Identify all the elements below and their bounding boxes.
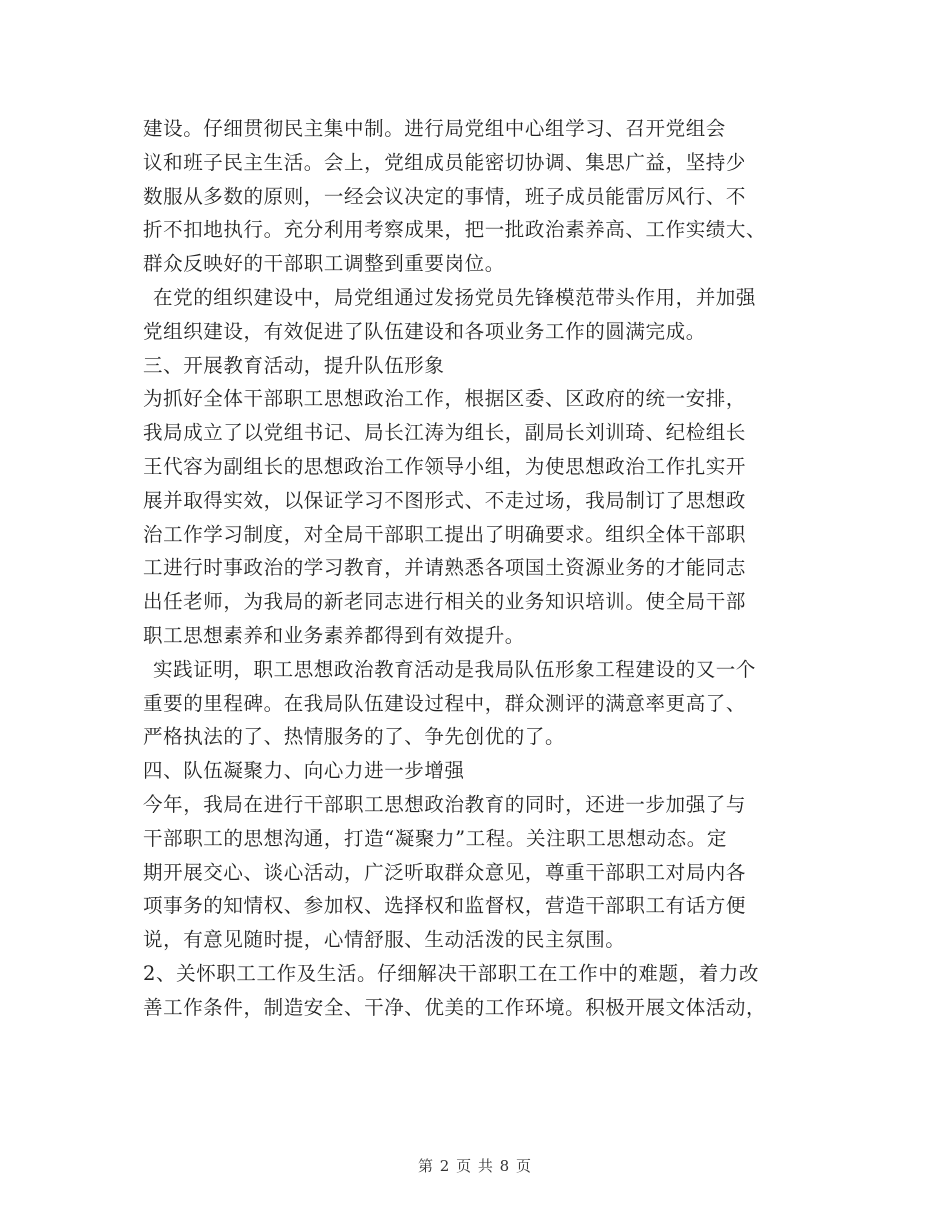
text-line: 说，有意见随时提，心情舒服、生动活泼的民主氛围。 — [143, 928, 626, 952]
text-line: 议和班子民主生活。会上，党组成员能密切协调、集思广益，坚持少 — [143, 150, 747, 174]
text-line: 展并取得实效，以保证学习不图形式、不走过场，我局制订了思想政 — [143, 488, 747, 512]
text-line: 严格执法的了、热情服务的了、争先创优的了。 — [143, 725, 566, 749]
text-line: 实践证明，职工思想政治教育活动是我局队伍形象工程建设的又一个 — [153, 657, 757, 681]
section-heading: 四、队伍凝聚力、向心力进一步增强 — [143, 759, 465, 783]
text-line: 建设。仔细贯彻民主集中制。进行局党组中心组学习、召开党组会 — [143, 117, 726, 140]
text-line: 工进行时事政治的学习教育，并请熟悉各项国土资源业务的才能同志 — [143, 556, 747, 580]
text-line: 今年，我局在进行干部职工思想政治教育的同时，还进一步加强了与 — [143, 792, 747, 816]
text-line: 善工作条件，制造安全、干净、优美的工作环境。积极开展文体活动， — [143, 995, 767, 1019]
document-body — [143, 112, 808, 1025]
text-line: 2、关怀职工工作及生活。仔细解决干部职工在工作中的难题，着力改 — [143, 961, 760, 985]
text-line: 为抓好全体干部职工思想政治工作，根据区委、区政府的统一安排， — [143, 387, 747, 411]
text-line: 重要的里程碑。在我局队伍建设过程中，群众测评的满意率更高了、 — [143, 691, 747, 715]
text-line: 干部职工的思想沟通，打造“凝聚力”工程。关注职工思想动态。定 — [143, 826, 727, 850]
text-line: 出任老师，为我局的新老同志进行相关的业务知识培训。使全局干部 — [143, 590, 747, 614]
section-heading: 三、开展教育活动，提升队伍形象 — [143, 353, 445, 377]
text-line: 我局成立了以党组书记、局长江涛为组长，副局长刘训琦、纪检组长 — [143, 421, 747, 445]
text-line: 王代容为副组长的思想政治工作领导小组，为使思想政治工作扎实开 — [143, 454, 747, 478]
text-line: 在党的组织建设中，局党组通过发扬党员先锋模范带头作用，并加强 — [153, 285, 757, 309]
text-line: 折不扣地执行。充分利用考察成果，把一批政治素养高、工作实绩大、 — [143, 218, 767, 242]
page-number-footer: 第 2 页 共 8 页 — [418, 1157, 532, 1175]
text-line: 群众反映好的干部职工调整到重要岗位。 — [143, 252, 505, 276]
text-line: 项事务的知情权、参加权、选择权和监督权，营造干部职工有话方便 — [143, 894, 747, 918]
text-line: 治工作学习制度，对全局干部职工提出了明确要求。组织全体干部职 — [143, 522, 747, 546]
text-line: 党组织建设，有效促进了队伍建设和各项业务工作的圆满完成。 — [143, 319, 706, 343]
text-line: 数服从多数的原则，一经会议决定的事情，班子成员能雷厉风行、不 — [143, 184, 747, 208]
text-line: 期开展交心、谈心活动，广泛听取群众意见，尊重干部职工对局内各 — [143, 860, 747, 884]
text-line: 职工思想素养和业务素养都得到有效提升。 — [143, 623, 525, 647]
